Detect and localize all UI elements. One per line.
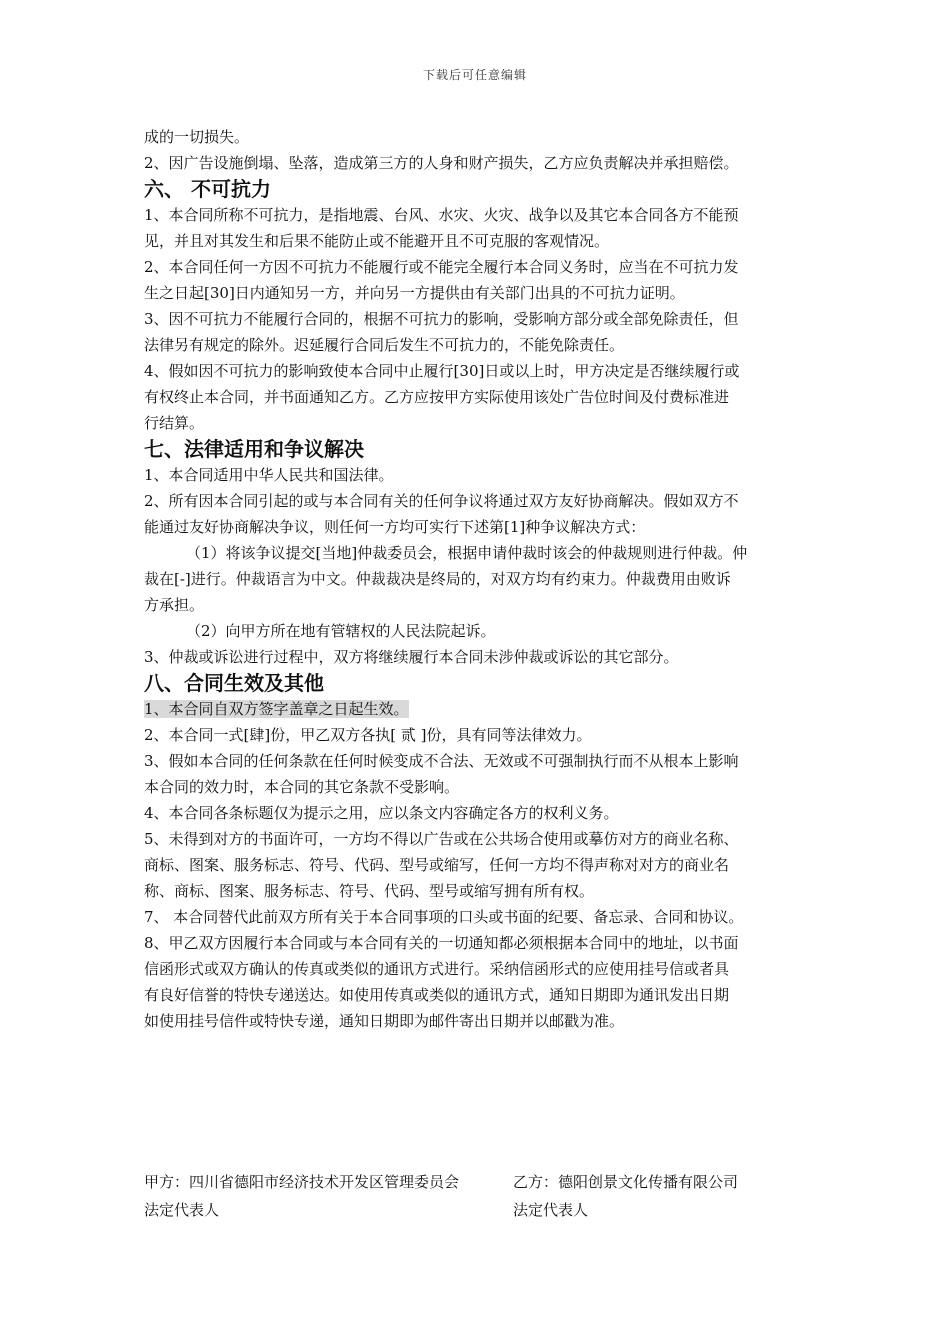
text-line: 裁在[-]进行。仲裁语言为中文。仲裁裁决是终局的，对双方均有约束力。仲裁费用由败诉: [144, 570, 731, 588]
text-line: 7、 本合同替代此前双方所有关于本合同事项的口头或书面的纪要、备忘录、合同和协议。: [144, 908, 744, 926]
text-line: 本合同的效力时，本合同的其它条款不受影响。: [144, 778, 460, 796]
text-line: 信函形式或双方确认的传真或类似的通讯方式进行。采纳信函形式的应使用挂号信或者具: [144, 960, 730, 978]
text-line: 3、仲裁或诉讼进行过程中，双方将继续履行本合同未涉仲裁或诉讼的其它部分。: [144, 648, 679, 666]
party-b-name: 乙方：德阳创景文化传播有限公司: [513, 1173, 739, 1191]
text-line: 4、本合同各条标题仅为提示之用，应以条文内容确定各方的权利义务。: [144, 804, 619, 822]
text-line: （2）向甲方所在地有管辖权的人民法院起诉。: [186, 622, 496, 640]
section-heading: 六、 不可抗力: [144, 177, 271, 201]
text-line: 2、本合同任何一方因不可抗力不能履行或不能完全履行本合同义务时，应当在不可抗力发: [144, 258, 739, 276]
text-line: 行结算。: [144, 414, 205, 432]
contract-body: [144, 124, 808, 1034]
text-line: 商标、图案、服务标志、符号、代码、型号或缩写，任何一方均不得声称对对方的商业名: [144, 856, 730, 874]
text-line: 法律另有规定的除外。迟延履行合同后发生不可抗力的，不能免除责任。: [144, 336, 625, 354]
text-line: 2、本合同一式[肆]份，甲乙双方各执[ 贰 ]份，具有同等法律效力。: [144, 726, 592, 744]
text-line: 如使用挂号信件或特快专递，通知日期即为邮件寄出日期并以邮戳为准。: [144, 1012, 625, 1030]
text-line: 3、假如本合同的任何条款在任何时候变成不合法、无效或不可强制执行而不从根本上影响: [144, 752, 739, 770]
text-line: 5、未得到对方的书面许可，一方均不得以广告或在公共场合使用或摹仿对方的商业名称、: [144, 830, 739, 848]
page-header: 下载后可任意编辑: [422, 68, 527, 82]
section-heading: 七、法律适用和争议解决: [144, 437, 364, 461]
text-line: （1）将该争议提交[当地]仲裁委员会，根据申请仲裁时该会的仲裁规则进行仲裁。仲: [186, 544, 748, 562]
party-b-representative: 法定代表人: [513, 1201, 589, 1219]
section-heading: 八、合同生效及其他: [144, 671, 324, 695]
text-line: 2、所有因本合同引起的或与本合同有关的任何争议将通过双方友好协商解决。假如双方不: [144, 492, 739, 510]
text-line: [144, 696, 808, 722]
text-line: 有良好信誉的特快专递送达。如使用传真或类似的通讯方式，通知日期即为通讯发出日期: [144, 986, 730, 1004]
text-line: 生之日起[30]日内通知另一方，并向另一方提供由有关部门出具的不可抗力证明。: [144, 284, 685, 302]
text-line: 3、因不可抗力不能履行合同的，根据不可抗力的影响，受影响方部分或全部免除责任，但: [144, 310, 739, 328]
text-line: 8、甲乙双方因履行本合同或与本合同有关的一切通知都必须根据本合同中的地址，以书面: [144, 934, 739, 952]
text-line: 方承担。: [144, 596, 205, 614]
text-line: 1、本合同适用中华人民共和国法律。: [144, 466, 394, 484]
party-a-name: 甲方：四川省德阳市经济技术开发区管理委员会: [144, 1173, 460, 1191]
text-line: 2、因广告设施倒塌、坠落，造成第三方的人身和财产损失，乙方应负责解决并承担赔偿。: [144, 154, 739, 172]
highlighted-text: 1、本合同自双方签字盖章之日起生效。: [144, 700, 409, 718]
text-line: 1、本合同所称不可抗力，是指地震、台风、水灾、火灾、战争以及其它本合同各方不能预: [144, 206, 739, 224]
text-line: 见，并且对其发生和后果不能防止或不能避开且不可克服的客观情况。: [144, 232, 610, 250]
party-a-representative: 法定代表人: [144, 1201, 220, 1219]
text-line: 4、假如因不可抗力的影响致使本合同中止履行[30]日或以上时，甲方决定是否继续履行或: [144, 362, 740, 380]
text-line: 能通过友好协商解决争议，则任何一方均可实行下述第[1]种争议解决方式：: [144, 518, 646, 536]
party-a-column: [144, 1168, 459, 1224]
text-line: 称、商标、图案、服务标志、符号、代码、型号或缩写拥有所有权。: [144, 882, 595, 900]
text-line: 有权终止本合同，并书面通知乙方。乙方应按甲方实际使用该处广告位时间及付费标准进: [144, 388, 730, 406]
party-b-column: [513, 1168, 738, 1224]
text-line: 成的一切损失。: [144, 128, 250, 146]
